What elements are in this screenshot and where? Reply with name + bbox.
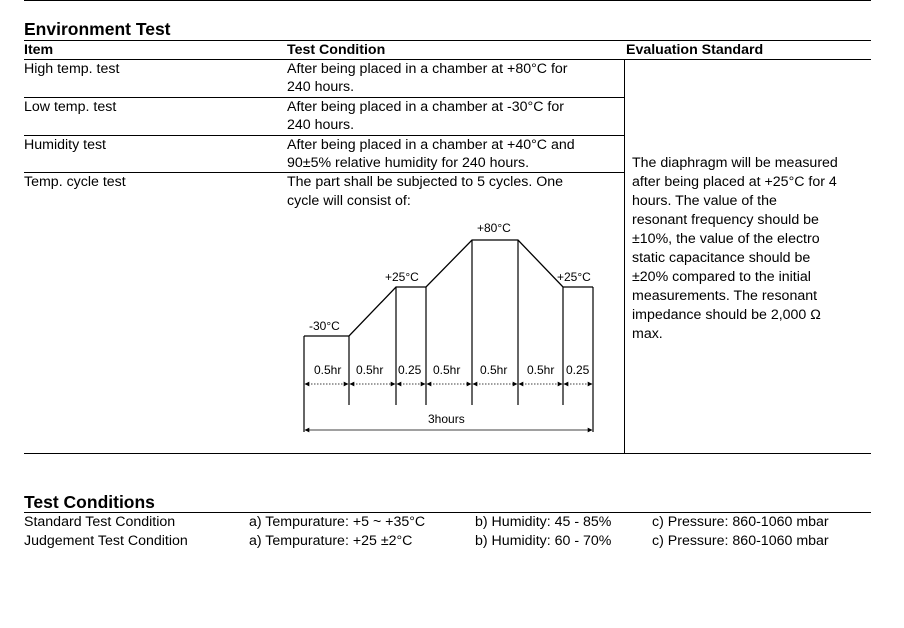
standard-line: impedance should be 2,000 Ω <box>632 307 821 323</box>
section-title-test-conditions: Test Conditions <box>24 492 155 512</box>
header-item: Item <box>24 42 54 58</box>
condition-pressure: c) Pressure: 860-1060 mbar <box>652 514 829 530</box>
temp-label-high: +80°C <box>477 221 511 235</box>
temp-label-low: -30°C <box>309 319 340 333</box>
condition-temperature: a) Tempurature: +5 ~ +35°C <box>249 514 426 530</box>
row-item-humidity: Humidity test <box>24 137 106 153</box>
temperature-profile-line <box>304 240 593 336</box>
condition-name: Standard Test Condition <box>24 514 176 530</box>
row-condition-low-temp-line1: After being placed in a chamber at -30°C for <box>287 99 564 115</box>
row-condition-temp-cycle-line2: cycle will consist of: <box>287 193 411 209</box>
header-test-condition: Test Condition <box>287 42 386 58</box>
standard-line: after being placed at +25°C for 4 <box>632 174 837 190</box>
standard-line: The diaphragm will be measured <box>632 155 838 171</box>
temp-label-mid-right: +25°C <box>557 270 591 284</box>
standard-line: ±10%, the value of the electro <box>632 231 820 247</box>
condition-name: Judgement Test Condition <box>24 533 188 549</box>
temp-label-mid-left: +25°C <box>385 270 419 284</box>
duration-label: 0.5hr <box>527 363 555 377</box>
total-duration-label: 3hours <box>428 412 465 426</box>
row-item-low-temp: Low temp. test <box>24 99 117 115</box>
condition-humidity: b) Humidity: 60 - 70% <box>475 533 612 549</box>
row-condition-humidity-line1: After being placed in a chamber at +40°C and <box>287 137 575 153</box>
header-evaluation-standard: Evaluation Standard <box>626 42 764 58</box>
standard-line: static capacitance should be <box>632 250 811 266</box>
standard-line: ±20% compared to the initial <box>632 269 811 285</box>
condition-humidity: b) Humidity: 45 - 85% <box>475 514 612 530</box>
row-condition-high-temp-line1: After being placed in a chamber at +80°C for <box>287 61 568 77</box>
section-title-environment: Environment Test <box>24 19 171 39</box>
condition-temperature: a) Tempurature: +25 ±2°C <box>249 533 413 549</box>
row-item-high-temp: High temp. test <box>24 61 120 77</box>
duration-label: 0.5hr <box>356 363 384 377</box>
row-condition-low-temp-line2: 240 hours. <box>287 117 355 133</box>
duration-label: 0.5hr <box>314 363 342 377</box>
duration-label: 0.5hr <box>433 363 461 377</box>
row-condition-temp-cycle-line1: The part shall be subjected to 5 cycles. One <box>287 174 564 190</box>
standard-line: resonant frequency should be <box>632 212 819 228</box>
table-bottom-rule <box>24 453 871 454</box>
row-item-temp-cycle: Temp. cycle test <box>24 174 126 190</box>
standard-line: measurements. The resonant <box>632 288 818 304</box>
standard-line: max. <box>632 326 663 342</box>
duration-label: 0.25 <box>566 363 590 377</box>
duration-label: 0.5hr <box>480 363 508 377</box>
row-condition-high-temp-line2: 240 hours. <box>287 79 355 95</box>
standard-line: hours. The value of the <box>632 193 777 209</box>
condition-pressure: c) Pressure: 860-1060 mbar <box>652 533 829 549</box>
row-condition-humidity-line2: 90±5% relative humidity for 240 hours. <box>287 155 530 171</box>
duration-label: 0.25 <box>398 363 422 377</box>
